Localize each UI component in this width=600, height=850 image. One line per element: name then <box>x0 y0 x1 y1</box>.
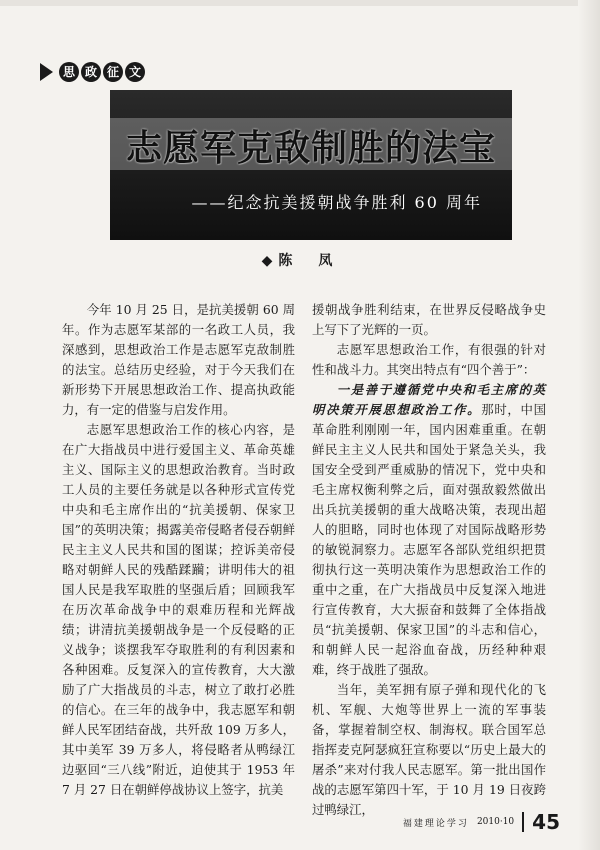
author-byline: ◆陈 凤 <box>261 253 339 269</box>
issue-date: 2010·10 <box>476 817 515 827</box>
paragraph <box>312 380 546 680</box>
column-tag-char: 思 <box>59 62 79 82</box>
column-tag <box>40 62 145 82</box>
page-footer <box>403 810 560 834</box>
footer-divider <box>522 812 524 832</box>
column-tag-char: 文 <box>125 62 145 82</box>
paragraph: 今年 10 月 25 日，是抗美援朝 60 周年。作为志愿军某部的一名政工人员，我深感到，思想政治工作是志愿军克敌制胜的法宝。总结历史经验，对于今天我们在新形势下开展思想政治工作、提高执政能力，有一定的借鉴与启发作用。 <box>62 302 295 417</box>
paragraph-text: 那时，中国革命胜利刚刚一年，国内困难重重。在朝鲜民主主义人民共和国处于紧急关头，我国安全受到严重威胁的情况下，党中央和毛主席权衡利弊之后，面对强敌毅然做出出兵抗美援朝的重大战略决策，表现出超人的胆略，同时也体现了对国际战略形势的敏锐洞察力。志愿军各部队党组织把贯彻执行这一英明决策作为思想政治工作的重中之重，在广大指战员中反复深入地进行宣传教育，大大振奋和鼓舞了全体指战员“抗美援朝、保家卫国”的斗志和信心，和朝鲜人民一起浴血奋战，历经种种艰难，终于战胜了强敌。 <box>312 402 547 677</box>
header-banner <box>110 90 512 240</box>
emphasis-lead: 一是善于遵循党中央和毛主席的英明决策开展思想政治工作。 <box>312 382 546 417</box>
article-subtitle: ——纪念抗美援朝战争胜利 60 周年 <box>191 193 482 212</box>
column-tag-char: 征 <box>103 62 123 82</box>
page-edge-shadow <box>578 0 600 850</box>
article-title: 志愿军克敌制胜的法宝 <box>125 127 496 169</box>
page-number: 45 <box>532 810 560 834</box>
paragraph: 志愿军思想政治工作的核心内容，是在广大指战员中进行爱国主义、革命英雄主义、国际主义的思想政治教育。当时政工人员的主要任务就是以各种形式宣传党中央和毛主席作出的“抗美援朝、保家卫国”的英明决策；揭露美帝侵略者侵吞朝鲜民主主义人民共和国的图谋；控诉美帝侵略对朝鲜人民的残酷蹂躏；讲明伟大的祖国人民是我军取胜的坚强后盾；回顾我军在历次革命战争中的艰难历程和光辉战绩；讲清抗美援朝战争是一个反侵略的正义战争；谈摆我军夺取胜利的有利因素和各种困难。反复深入的宣传教育，大大激励了广大指战员的斗志，树立了敢打必胜的信心。在三年的战争中，我志愿军和朝鲜人民军团结奋战，共歼敌 109 万多人，其中美军 39 万多人，将侵略者从鸭绿江边驱回“三八线”附近，迫使其于 1953 年 7 月 27 日在朝鲜停战协议上签字，抗美 <box>62 422 295 797</box>
paragraph-continuation: 援朝战争胜利结束，在世界反侵略战争史上写下了光辉的一页。 <box>312 302 546 337</box>
body-column-right <box>312 300 546 820</box>
page-edge <box>0 0 600 6</box>
triangle-arrow-icon <box>40 63 53 81</box>
column-tag-char: 政 <box>81 62 101 82</box>
paragraph: 志愿军思想政治工作，有很强的针对性和战斗力。其突出特点有“四个善于”： <box>312 342 546 377</box>
body-column-left <box>62 300 295 800</box>
journal-name: 福建理论学习 <box>402 818 469 829</box>
paragraph: 当年，美军拥有原子弹和现代化的飞机、军舰、大炮等世界上一流的军事装备，掌握着制空权、制海权。联合国军总指挥麦克阿瑟疯狂宣称要以“历史上最大的屠杀”来对付我人民志愿军。第一批出国作战的志愿军第四十军，于 10 月 19 日夜跨过鸭绿江， <box>312 682 546 817</box>
